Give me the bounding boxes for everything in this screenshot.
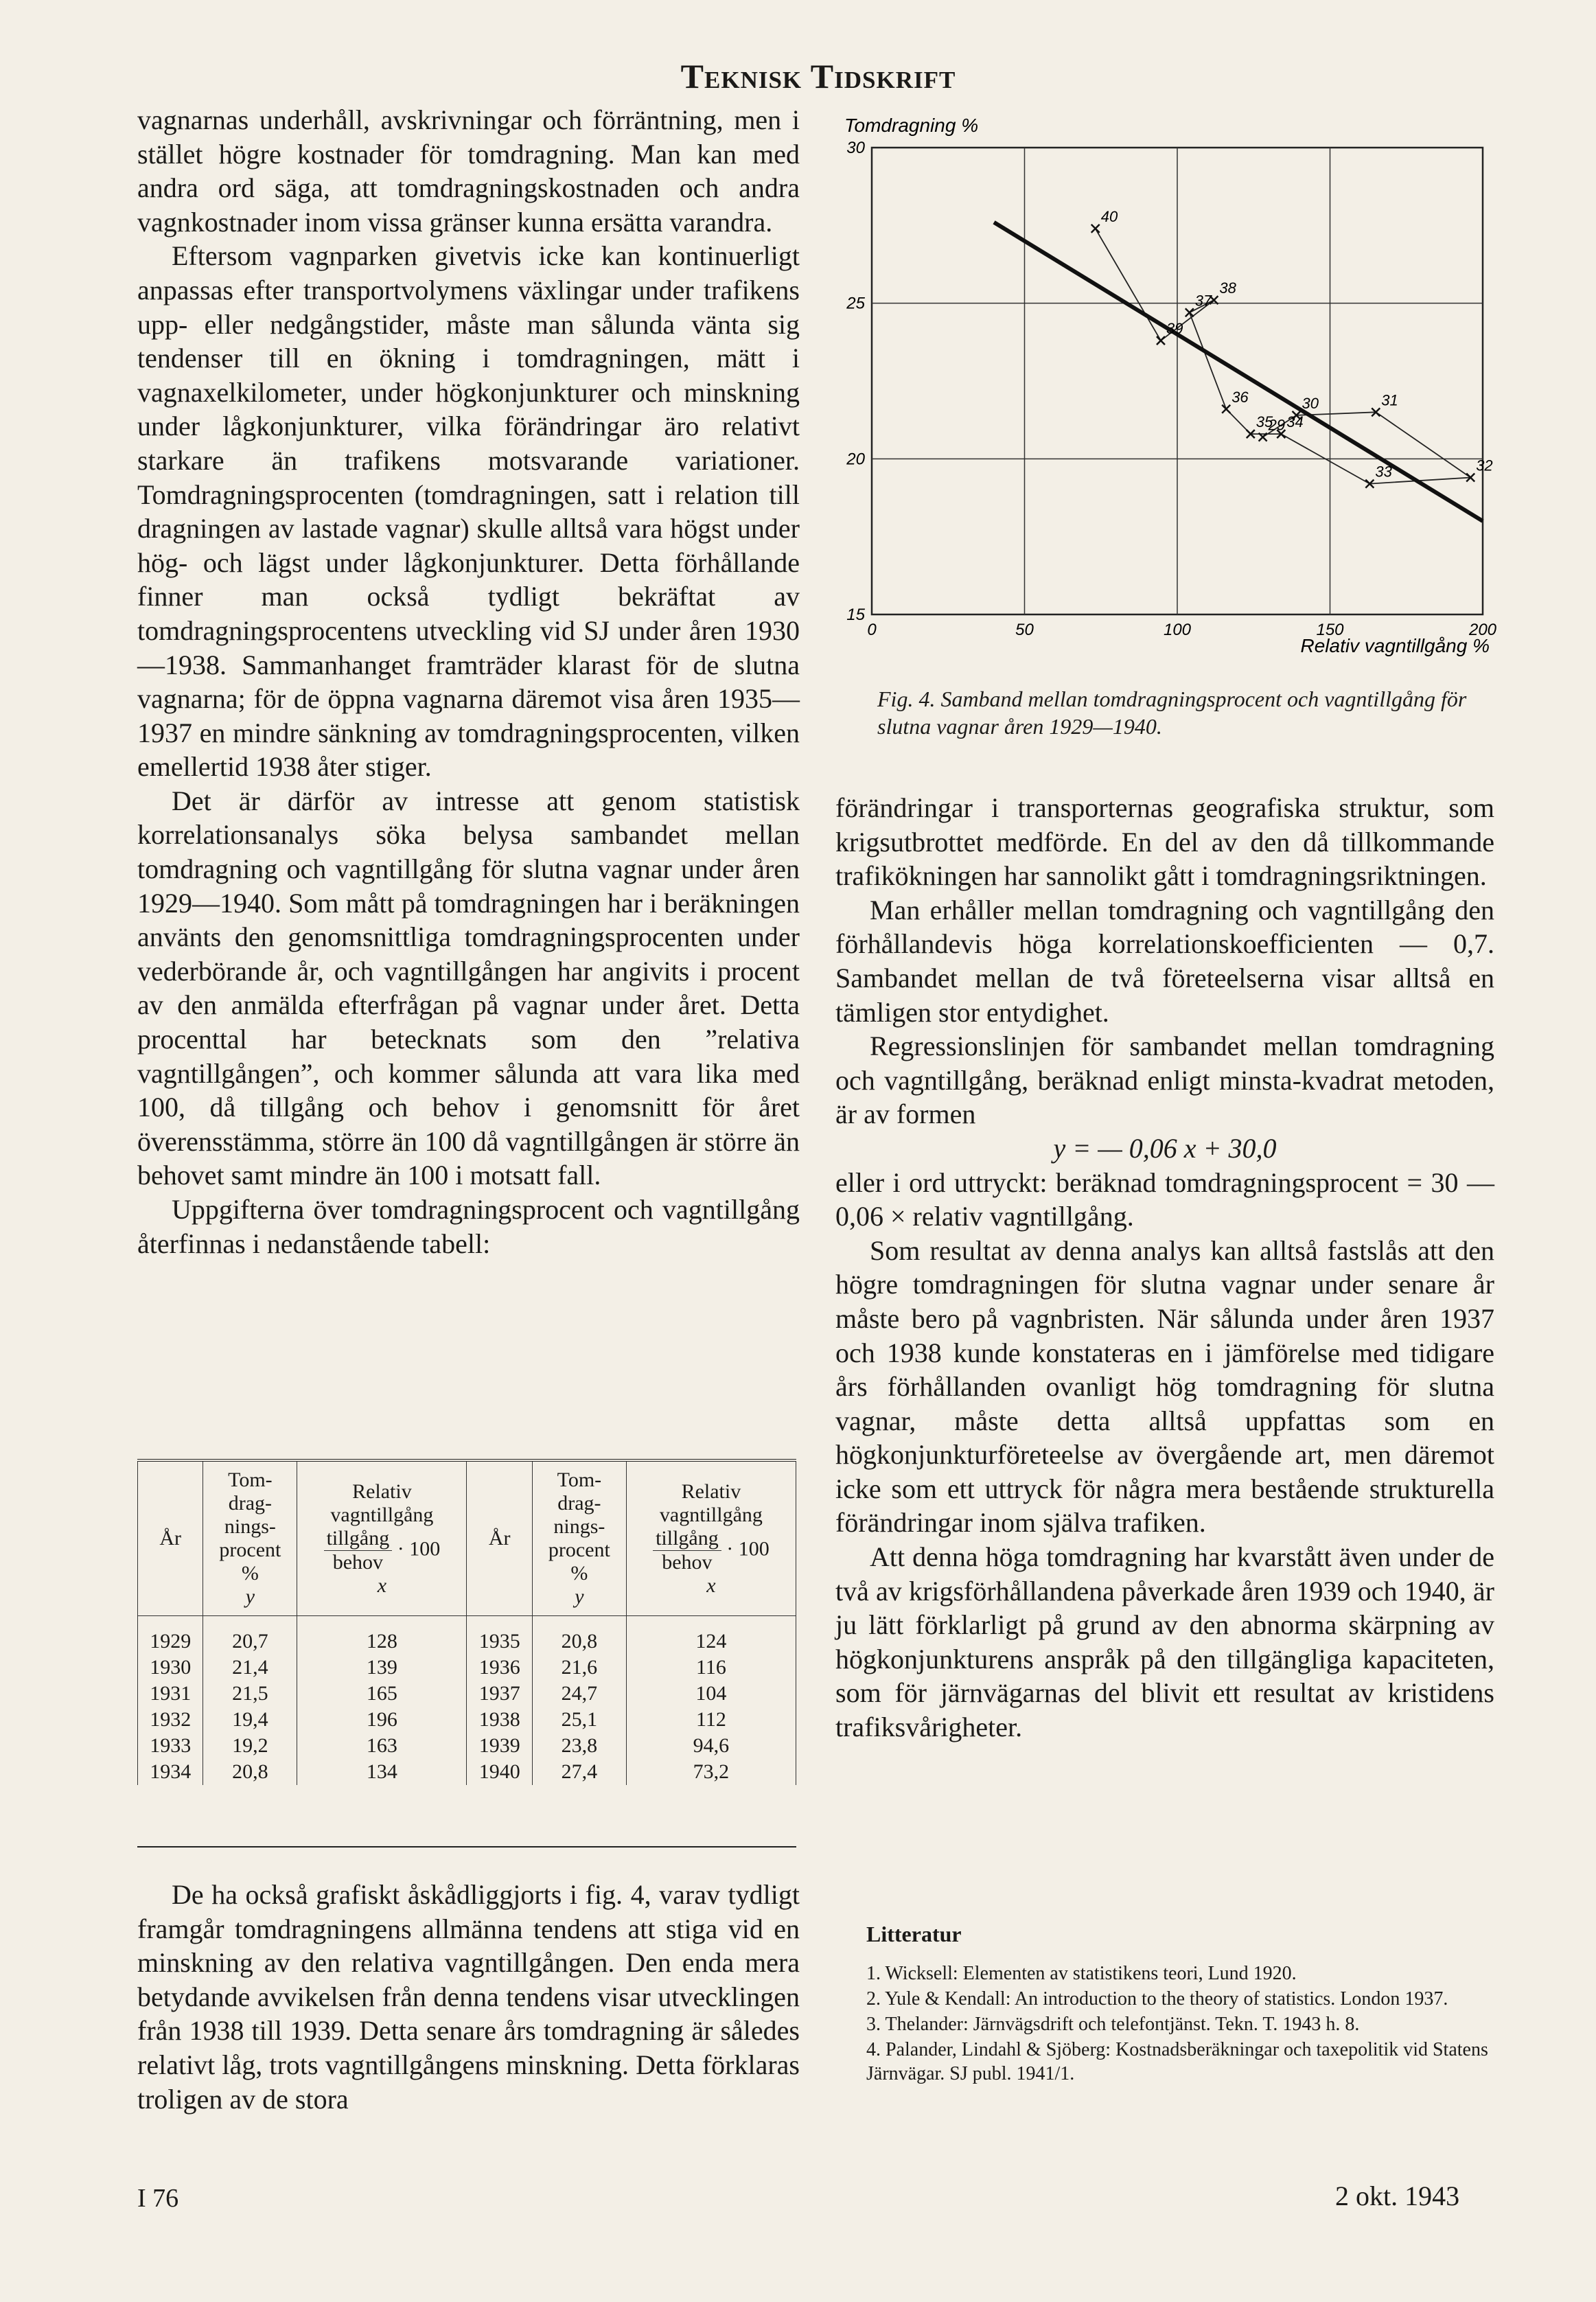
figure-caption (877, 685, 1495, 740)
point-label: 38 (1219, 279, 1236, 297)
figure-number: Fig. 4. (877, 687, 936, 711)
reference-item: 2. Yule & Kendall: An introduction to the theory of statistics. London 1937. (866, 1988, 1448, 2010)
point-label: 33 (1375, 463, 1392, 481)
fig-4-chart (831, 103, 1503, 673)
left-column-bottom-text (137, 1878, 800, 2116)
point-label: 32 (1476, 457, 1493, 474)
point-label: 34 (1286, 413, 1304, 431)
data-point (1157, 336, 1165, 345)
left-column-text (137, 103, 800, 1261)
issue-date: 2 okt. 1943 (1335, 2180, 1460, 2211)
y-tick-label: 30 (846, 139, 865, 157)
point-label: 40 (1100, 207, 1118, 225)
table-row: 1934 20,8 134 1940 27,4 73,2 (138, 1759, 796, 1785)
reference-item: 4. Palander, Lindahl & Sjöberg: Kostnadsberäkningar och taxepolitik vid Statens Järnvägar. SJ publ. 1941/1. (866, 2039, 1488, 2084)
x-tick-label: 150 (1316, 621, 1344, 639)
data-point (1091, 225, 1100, 233)
col-header-vagntillgang: Relativ vagntillgång $\frac{\text{tillgång}}{\text{behov}}$ · 100 x (297, 1462, 467, 1616)
point-label: 31 (1381, 391, 1398, 409)
col-header-vagntillgang: Relativ vagntillgång $\frac{\text{tillgång}}{\text{behov}}$ · 100 x (626, 1462, 796, 1616)
point-label: 35 (1256, 413, 1273, 431)
regression-formula: y = — 0,06 x + 30,0 (1053, 1132, 1277, 1164)
data-point (1222, 405, 1230, 413)
paragraph: Regressionslinjen för sambandet mellan tomdragning och vagntillgång, beräknad enligt minsta-kvadrat metoden, är av formen (835, 1031, 1494, 1130)
y-tick-label: 15 (846, 606, 865, 624)
paragraph: De ha också grafiskt åskådliggjorts i fig. 4, varav tydligt framgår tomdragningens allmänna tendens att stiga vid en minskning av den relativa vagntillgången. Den enda mera betydande avvikelsen från denna tendens visar utvecklingen från 1938 till 1939. Detta senare års tomdragning är således relativt låg, trots vagntillgångens minskning. Detta förklaras troligen av de stora (137, 1879, 800, 2115)
table-row: 1932 19,4 196 1938 25,1 112 (138, 1707, 796, 1733)
x-axis-label: Relativ vagntillgång % (1300, 635, 1490, 656)
year-trajectory-line (1096, 229, 1471, 484)
reference-item: 3. Thelander: Järnvägsdrift och telefontjänst. Tekn. T. 1943 h. 8. (866, 2014, 1360, 2035)
x-tick-label: 100 (1163, 621, 1192, 639)
table-row: 1929 20,7 128 1935 20,8 124 (138, 1616, 796, 1655)
literature-heading: Litteratur (866, 1922, 962, 1946)
x-tick-label: 200 (1468, 621, 1497, 639)
literature-section (858, 1922, 1496, 2087)
reference-item: 1. Wicksell: Elementen av statistikens teori, Lund 1920. (866, 1963, 1297, 1984)
y-axis-label: Tomdragning % (844, 115, 979, 136)
y-tick-label: 20 (846, 450, 865, 469)
point-label: 36 (1231, 388, 1249, 406)
col-header-year: År (138, 1462, 203, 1616)
paragraph: eller i ord uttryckt: beräknad tomdragningsprocent = 30 — 0,06 × relativ vagntillgång. (835, 1166, 1494, 1232)
scatter-chart-svg (831, 103, 1503, 673)
table-row: 1931 21,5 165 1937 24,7 104 (138, 1681, 796, 1707)
right-column-text (835, 791, 1494, 1745)
paragraph: Uppgifterna över tomdragningsprocent och vagntillgång återfinnas i nedanstående tabell: (137, 1194, 800, 1259)
paragraph: Det är därför av intresse att genom statistisk korrelationsanalys söka belysa sambandet mellan tomdragning och vagntillgång för slutna vagnar under åren 1929—1940. Som mått på tomdragningen har i beräkningen använts den genomsnittliga tomdragningsprocenten under vederbörande år, och vagntillgången har angivits i procent av den anmälda efterfrågan på vagnar under året. Detta procenttal har betecknats som den ”relativa vagntillgången”, och kommer sålunda att vara lika med 100, då tillgång och behov i genomsnitt för året överensstämma, större än 100 då vagntillgången är större än behovet samt mindre än 100 i motsatt fall. (137, 785, 800, 1191)
data-table (137, 1459, 796, 1848)
paragraph: vagnarnas underhåll, avskrivningar och förräntning, men i stället högre kostnader för tomdragning. Man kan med andra ord säga, att tomdragningskostnaden och andra vagnkostnader inom vissa gränser kunna ersätta varandra. (137, 104, 800, 238)
paragraph: Att denna höga tomdragning har kvarstått även under de två av krigsförhållandena påverkade åren 1939 och 1940, är ju lätt förklarligt på grund av den abnorma skärpning av högkonjunkturens anspråk på den tillgängliga kapaciteten, som för järnvägarnas del blivit ett resultat av kristidens trafiksvårigheter. (835, 1541, 1494, 1743)
point-label: 29 (1268, 416, 1286, 434)
figure-caption-text: Samband mellan tomdragningsprocent och vagntillgång för slutna vagnar åren 1929—1940. (877, 687, 1467, 739)
col-header-year: År (467, 1462, 532, 1616)
point-label: 37 (1194, 292, 1212, 310)
point-label: 39 (1166, 320, 1183, 338)
chart-marks (994, 208, 1493, 521)
paragraph: Eftersom vagnparken givetvis icke kan kontinuerligt anpassas efter transportvolymens växlingar under trafikens upp- eller nedgångstider, måste man sålunda vänta sig tendenser till en ökning i tomdragningen, mätt i vagnaxelkilometer, under högkonjunkturer och minskning under lågkonjunkturer, vilka förändringar äro relativt starkare än trafikens motsvarande variationer. Tomdragningsprocenten (tomdragningen, satt i relation till dragningen av lastade vagnar) skulle alltså vara högst under hög- och lägst under lågkonjunkturer. Detta förhållande finner man också tydligt bekräftat av tomdragningsprocentens utveckling vid SJ under åren 1930—1938. Sammanhanget framträder klarast för de slutna vagnarna; för de öppna vagnarna däremot visa åren 1935—1937 en mindre sänkning av tomdragningsprocenten, vilken emellertid 1938 åter stiger. (137, 240, 800, 783)
paragraph: förändringar i transporternas geografiska struktur, som krigsutbrottet medförde. En del av den då tillkommande trafikökningen har sannolikt gått i tomdragningsriktningen. (835, 792, 1494, 892)
table-row: 1933 19,2 163 1939 23,8 94,6 (138, 1733, 796, 1759)
page-number: I 76 (137, 2184, 179, 2213)
y-tick-label: 25 (846, 294, 865, 313)
paragraph: Man erhåller mellan tomdragning och vagntillgång den förhållandevis höga korrelationskoefficienten — 0,7. Sambandet mellan de två företeelserna visar alltså en tämligen stor entydighet. (835, 894, 1494, 1028)
data-point (1186, 308, 1194, 316)
x-tick-label: 50 (1015, 621, 1034, 639)
chart-grid (846, 139, 1496, 639)
paragraph: Som resultat av denna analys kan alltså fastslås att den högre tomdragningen för slutna vagnar under senare år måste bero på vagnbristen. När sålunda under åren 1937 och 1938 kunde konstateras en i jämförelse med tidigare års förhållanden ovanligt hög tomdragning för slutna vagnar, måste detta alltså uppfattas som en högkonjunkturföreteelse av övergående art, men däremot icke som ett uttryck för några mera bestående strukturella förändringar inom själva trafiken. (835, 1234, 1494, 1539)
regression-line (994, 222, 1483, 521)
col-header-tomdragning: Tom- drag- nings- procent % y (532, 1462, 626, 1616)
col-header-tomdragning: Tom- drag- nings- procent % y (203, 1462, 297, 1616)
x-tick-label: 0 (867, 621, 877, 639)
point-label: 30 (1302, 394, 1319, 412)
journal-header: Teknisk Tidskrift (680, 57, 956, 95)
table-row: 1930 21,4 139 1936 21,6 116 (138, 1655, 796, 1681)
